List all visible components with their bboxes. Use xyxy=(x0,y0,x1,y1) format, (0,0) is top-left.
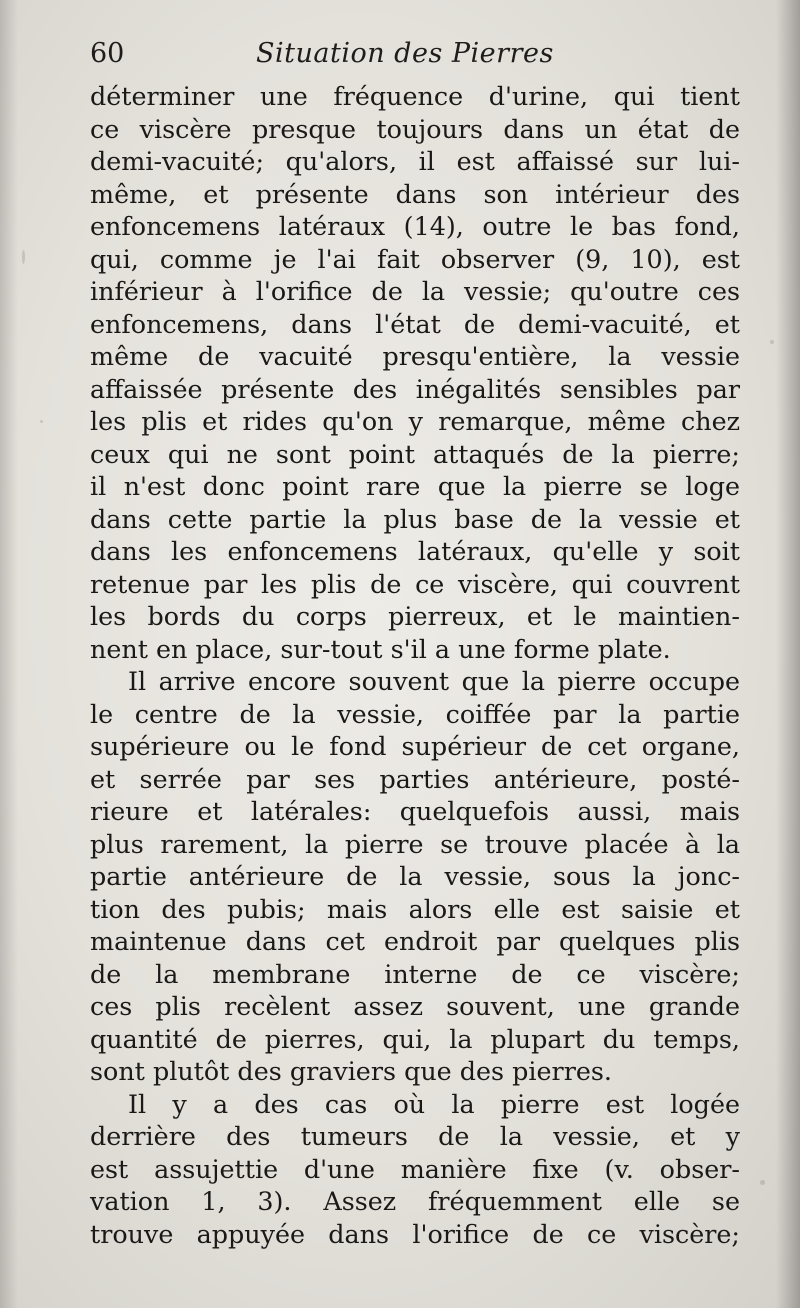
running-header xyxy=(90,38,750,82)
text-line: de la membrane interne de ce viscère; xyxy=(90,958,740,989)
text-line: est assujettie d'une manière fixe (v. obser- xyxy=(90,1153,740,1184)
text-line: tion des pubis; mais alors elle est saisie et xyxy=(90,893,740,924)
text-line: affaissée présente des inégalités sensibles par xyxy=(90,373,740,404)
page-number: 60 xyxy=(90,38,125,69)
page-gutter-shadow xyxy=(0,0,18,1308)
text-line: ce viscère presque toujours dans un état de xyxy=(90,113,740,144)
page-edge-shadow xyxy=(776,0,800,1308)
text-line: rieure et latérales: quelquefois aussi, mais xyxy=(90,796,740,826)
text-line: supérieure ou le fond supérieur de cet organe, xyxy=(90,731,740,761)
text-line: dans les enfoncemens latéraux, qu'elle y soit xyxy=(90,536,740,566)
text-line: vation 1, 3). Assez fréquemment elle se xyxy=(90,1186,740,1216)
text-line: plus rarement, la pierre se trouve placée à la xyxy=(90,828,740,859)
text-line: même de vacuité presqu'entière, la vessie xyxy=(90,341,740,371)
text-line: inférieur à l'orifice de la vessie; qu'outre ces xyxy=(90,276,740,306)
text-line: le centre de la vessie, coiffée par la partie xyxy=(90,698,740,729)
text-line-paragraph-start: Il y a des cas où la pierre est logée xyxy=(128,1088,740,1119)
text-line: il n'est donc point rare que la pierre se loge xyxy=(90,471,740,501)
text-line: nent en place, sur-tout s'il a une forme plate. xyxy=(90,633,671,664)
text-line: quantité de pierres, qui, la plupart du temps, xyxy=(90,1023,740,1054)
text-line: partie antérieure de la vessie, sous la jonc- xyxy=(90,861,740,891)
text-line: dans cette partie la plus base de la vessie et xyxy=(90,503,740,534)
text-line: trouve appuyée dans l'orifice de ce viscère; xyxy=(90,1218,740,1249)
text-line: qui, comme je l'ai fait observer (9, 10), est xyxy=(90,243,740,274)
text-line: déterminer une fréquence d'urine, qui tient xyxy=(90,81,740,111)
text-line: les plis et rides qu'on y remarque, même chez xyxy=(90,406,740,436)
text-line: maintenue dans cet endroit par quelques plis xyxy=(90,926,740,956)
body-text xyxy=(90,80,740,1250)
text-line: enfoncemens latéraux (14), outre le bas fond, xyxy=(90,211,740,241)
text-line: retenue par les plis de ce viscère, qui couvrent xyxy=(90,568,740,599)
text-line: et serrée par ses parties antérieure, posté- xyxy=(90,763,740,794)
text-line: ces plis recèlent assez souvent, une grande xyxy=(90,991,740,1021)
text-line: ceux qui ne sont point attaqués de la pierre; xyxy=(90,438,740,469)
scan-speck xyxy=(22,250,25,264)
text-line: sont plutôt des graviers que des pierres. xyxy=(90,1056,612,1086)
running-title: Situation des Pierres xyxy=(256,38,554,69)
scan-speck xyxy=(40,420,43,423)
text-line: les bords du corps pierreux, et le maintien- xyxy=(90,601,740,631)
text-line-paragraph-start: Il arrive encore souvent que la pierre occupe xyxy=(128,666,740,696)
scan-speck xyxy=(770,340,774,344)
scan-speck xyxy=(760,1180,765,1185)
text-line: enfoncemens, dans l'état de demi-vacuité, et xyxy=(90,308,740,339)
text-line: derrière des tumeurs de la vessie, et y xyxy=(90,1121,740,1151)
text-line: même, et présente dans son intérieur des xyxy=(90,178,740,209)
text-line: demi-vacuité; qu'alors, il est affaissé sur lui- xyxy=(90,146,740,176)
